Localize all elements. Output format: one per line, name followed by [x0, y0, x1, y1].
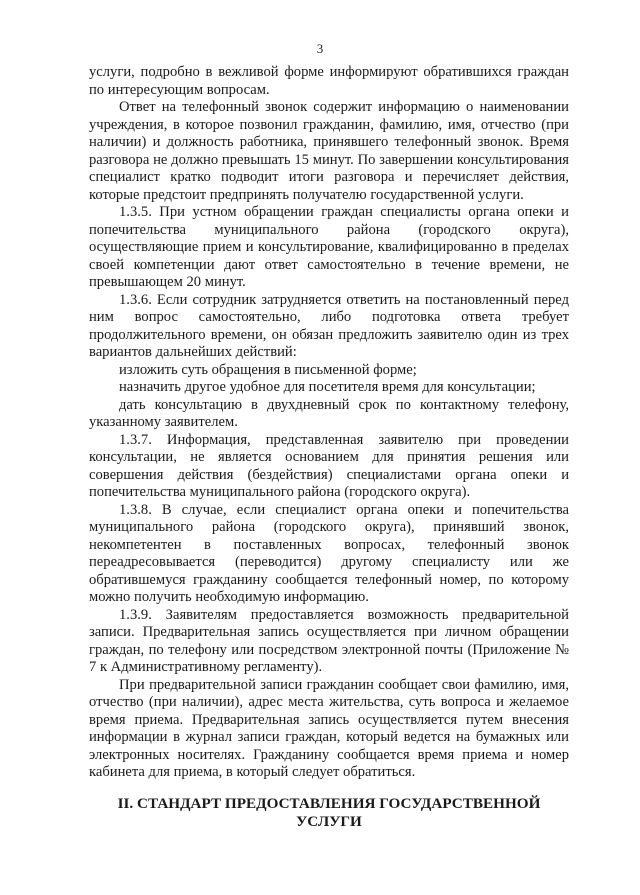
paragraph-continuation: услуги, подробно в вежливой форме информируют обратившихся граждан по интересующим вопросам.	[89, 64, 569, 98]
list-item-option-1: изложить суть обращения в письменной форме;	[119, 361, 417, 378]
paragraph-1-3-7: 1.3.7. Информация, представленная заявителю при проведении консультации, не является основанием для принятия решения или совершения действия (бездействия) специалистами органа опеки и попечительства муниципального района (городского округа).	[89, 431, 569, 500]
section-heading: II. СТАНДАРТ ПРЕДОСТАВЛЕНИЯ ГОСУДАРСТВЕННОЙ УСЛУГИ	[117, 795, 541, 830]
paragraph-1-3-6: 1.3.6. Если сотрудник затрудняется ответить на постановленный перед ним вопрос самостоятельно, либо подготовка ответа требует продолжительного времени, он обязан предложить заявителю один из трех вариантов дальнейших действий:	[89, 291, 569, 360]
paragraph-1-3-9: 1.3.9. Заявителям предоставляется возможность предварительной записи. Предварительная запись осуществляется при личном обращении граждан, по телефону или посредством электронной почты (Приложение № 7 к Административному регламенту).	[89, 606, 569, 675]
list-item-option-3: дать консультацию в двухдневный срок по контактному телефону, указанному заявителем.	[89, 396, 569, 430]
document-body	[89, 64, 569, 782]
paragraph-pre-registration: При предварительной записи гражданин сообщает свои фамилию, имя, отчество (при наличии), адрес места жительства, суть вопроса и желаемое время приема. Предварительная запись осуществляется путем внесения информации в журнал записи граждан, который ведется на бумажных или электронных носителях. Гражданину сообщается время приема и номер кабинета для приема, в который следует обратиться.	[89, 676, 569, 780]
list-item-option-2: назначить другое удобное для посетителя время для консультации;	[119, 379, 536, 395]
paragraph-phone-answer: Ответ на телефонный звонок содержит информацию о наименовании учреждения, в которое позвонил гражданин, фамилию, имя, отчество (при наличии) и должность работника, принявшего телефонный звонок. Время разговора не должно превышать 15 минут. По завершении консультирования специалист кратко подводит итоги разговора и перечисляет действия, которые предстоит предпринять получателю государственной услуги.	[89, 99, 569, 203]
page-number: 3	[316, 41, 324, 56]
paragraph-1-3-8: 1.3.8. В случае, если специалист органа опеки и попечительства муниципального района (городского округа), принявший звонок, некомпетентен в поставленных вопросах, телефонный звонок переадресовывается (переводится) другому специалисту или же обратившемуся гражданину сообщается телефонный номер, по которому можно получить необходимую информацию.	[89, 501, 569, 605]
paragraph-1-3-5: 1.3.5. При устном обращении граждан специалисты органа опеки и попечительства муниципального района (городского округа), осуществляющие прием и консультирование, квалифицированно в пределах своей компетенции дают ответ самостоятельно в течение времени, не превышающем 20 минут.	[89, 204, 569, 290]
